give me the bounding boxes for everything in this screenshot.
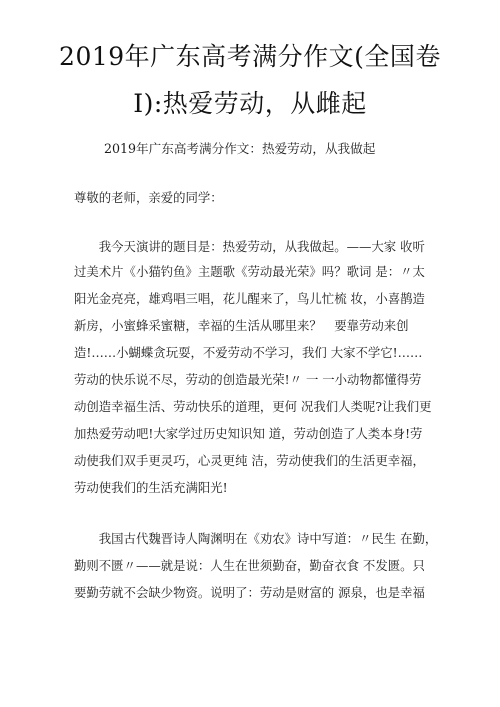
paragraph-2-line: 要勤劳就不会缺少物资。说明了：劳动是财富的 源泉，也是幸福 — [74, 585, 425, 600]
paragraph-1-line: 动使我们双手更灵巧，心灵更纯 洁，劳动使我们的生活更幸福， — [74, 453, 425, 468]
paragraph-1-line: 劳动使我们的生活充满阳光! — [74, 480, 228, 495]
paragraph-1-line: 动创造幸福生活、劳动快乐的道理，更何 况我们人类呢?让我们更 — [74, 399, 432, 414]
salutation: 尊敬的老师，亲爱的同学： — [74, 190, 223, 205]
paragraph-1-line: 阳光金亮亮，雄鸡唱三唱，花儿醒来了，鸟儿忙梳 妆，小喜鹊造 — [74, 291, 425, 306]
paragraph-1-line: 劳动的快乐说不尽，劳动的创造最光荣!〃 一 一小动物都懂得劳 — [74, 372, 422, 387]
document-title-line-2: I):热爱劳动，从雌起 — [133, 89, 367, 118]
paragraph-1-line: 过美术片《小猫钓鱼》主题歌《劳动最光荣》吗？歌词 是：〃太 — [74, 264, 425, 279]
document-subtitle: 2019年广东高考满分作文：热爱劳动，从我做起 — [104, 141, 376, 156]
paragraph-1-line: 加热爱劳动吧!大家学过历史知识知 道，劳动创造了人类本身!劳 — [74, 426, 423, 441]
paragraph-2-line: 勤则不匮〃——就是说：人生在世须勤奋，勤奋衣食 不发匮。只 — [74, 558, 425, 573]
paragraph-2-line: 我国古代魏晋诗人陶渊明在《劝农》诗中写道：〃民生 在勤， — [74, 531, 438, 546]
paragraph-1-line: 造!……小蝴蝶贪玩耍，不爱劳动不学习，我们 大家不学它!…… — [74, 345, 423, 360]
paragraph-1-line: 新房，小蜜蜂采蜜糖，幸福的生活从哪里来？ 要靠劳动来创 — [74, 318, 409, 333]
document-title-line-1: 2019年广东高考满分作文(全国卷 — [59, 42, 441, 71]
paragraph-1-line: 我今天演讲的题目是：热爱劳动，从我做起。——大家 收听 — [74, 239, 425, 254]
